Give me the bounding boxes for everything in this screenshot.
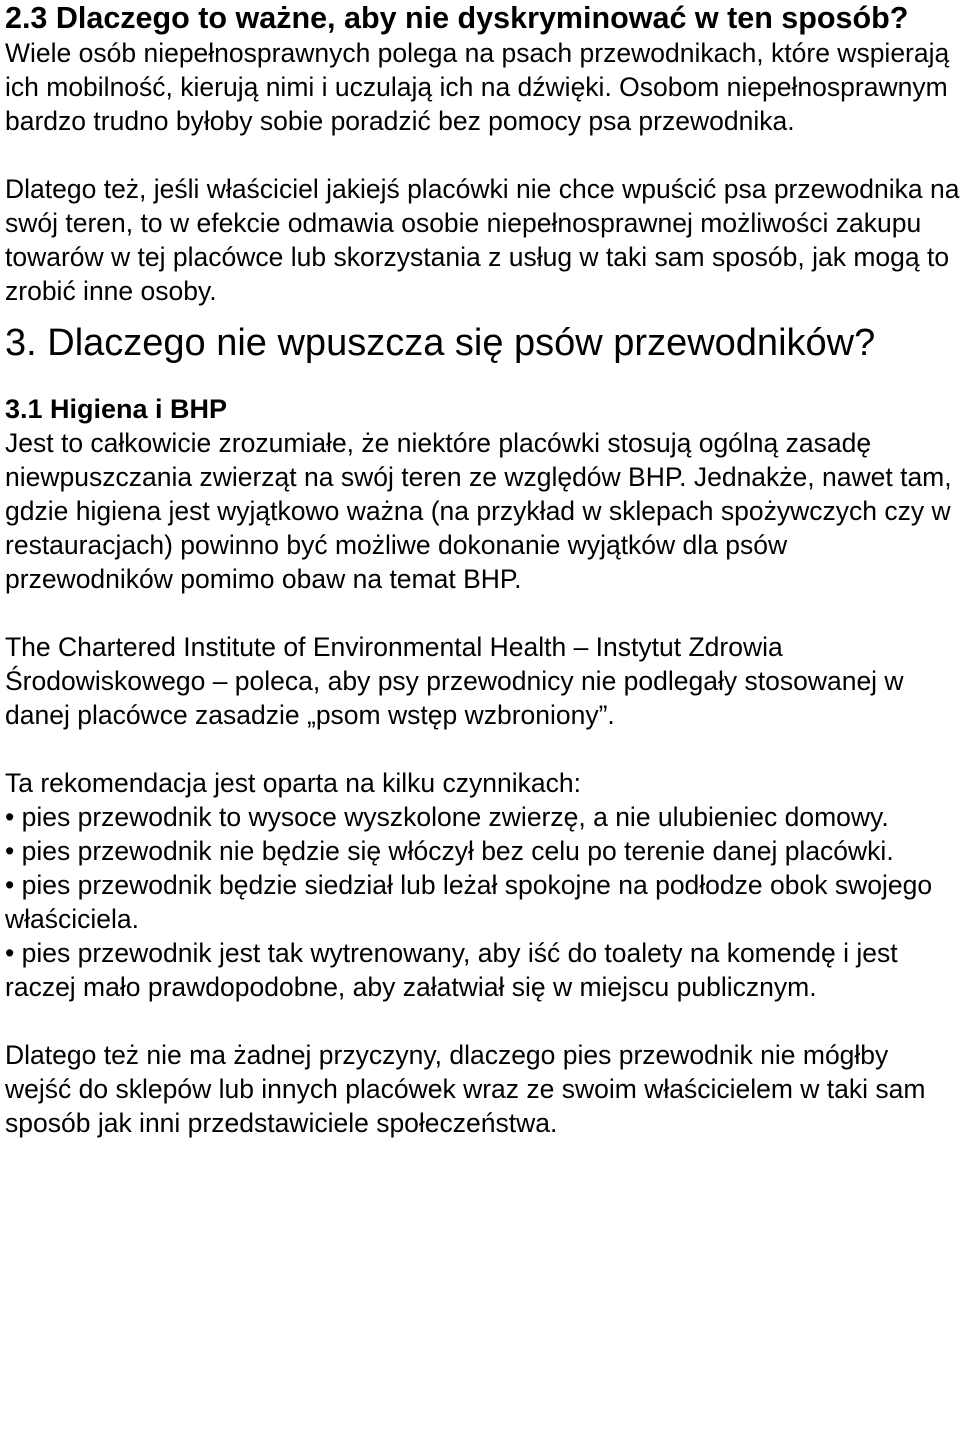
list-intro: Ta rekomendacja jest oparta na kilku czynnikach: [5, 768, 581, 798]
section-2-3-paragraph-1: Wiele osób niepełnosprawnych polega na psach przewodnikach, które wspierają ich mobilność, kierują nimi i uczulają ich na dźwięki. Osobom niepełnosprawnym bardzo trudno byłoby sobie poradzić bez pomocy psa przewodnika. [5, 38, 950, 136]
section-3-1-paragraph-1: Jest to całkowicie zrozumiałe, że niektóre placówki stosują ogólną zasadę niewpuszczania zwierząt na swój teren ze względów BHP. Jednakże, nawet tam, gdzie higiena jest wyjątkowo ważna (na przykład w sklepach spożywczych czy w restauracjach) powinno być możliwe dokonanie wyjątków dla psów przewodników pomimo obaw na temat BHP. [5, 428, 952, 594]
list-item: • pies przewodnik nie będzie się włóczył bez celu po terenie danej placówki. [5, 836, 894, 866]
bullet-list [5, 800, 960, 1004]
document-page [5, 0, 960, 1140]
list-item: • pies przewodnik będzie siedział lub leżał spokojne na podłodze obok swojego właściciela. [5, 870, 933, 934]
section-3-1-paragraph-2: The Chartered Institute of Environmental Health – Instytut Zdrowia Środowiskowego – poleca, aby psy przewodnicy nie podlegały stosowanej w danej placówce zasadzie „psom wstęp wzbroniony”. [5, 632, 904, 730]
section-3-1-heading: 3.1 Higiena i BHP [5, 394, 228, 424]
list-item: • pies przewodnik jest tak wytrenowany, aby iść do toalety na komendę i jest raczej mało prawdopodobne, aby załatwiał się w miejscu publicznym. [5, 938, 898, 1002]
section-3-heading: 3. Dlaczego nie wpuszcza się psów przewodników? [5, 322, 876, 364]
list-item: • pies przewodnik to wysoce wyszkolone zwierzę, a nie ulubieniec domowy. [5, 802, 889, 832]
section-2-3-paragraph-2: Dlatego też, jeśli właściciel jakiejś placówki nie chce wpuścić psa przewodnika na swój teren, to w efekcie odmawia osobie niepełnosprawnej możliwości zakupu towarów w tej placówce lub skorzystania z usług w taki sam sposób, jak mogą to zrobić inne osoby. [5, 174, 960, 306]
section-2-3-heading: 2.3 Dlaczego to ważne, aby nie dyskryminować w ten sposób? [5, 1, 909, 35]
section-3-1-paragraph-3: Dlatego też nie ma żadnej przyczyny, dlaczego pies przewodnik nie mógłby wejść do sklepów lub innych placówek wraz ze swoim właścicielem w taki sam sposób jak inni przedstawiciele społeczeństwa. [5, 1040, 926, 1138]
